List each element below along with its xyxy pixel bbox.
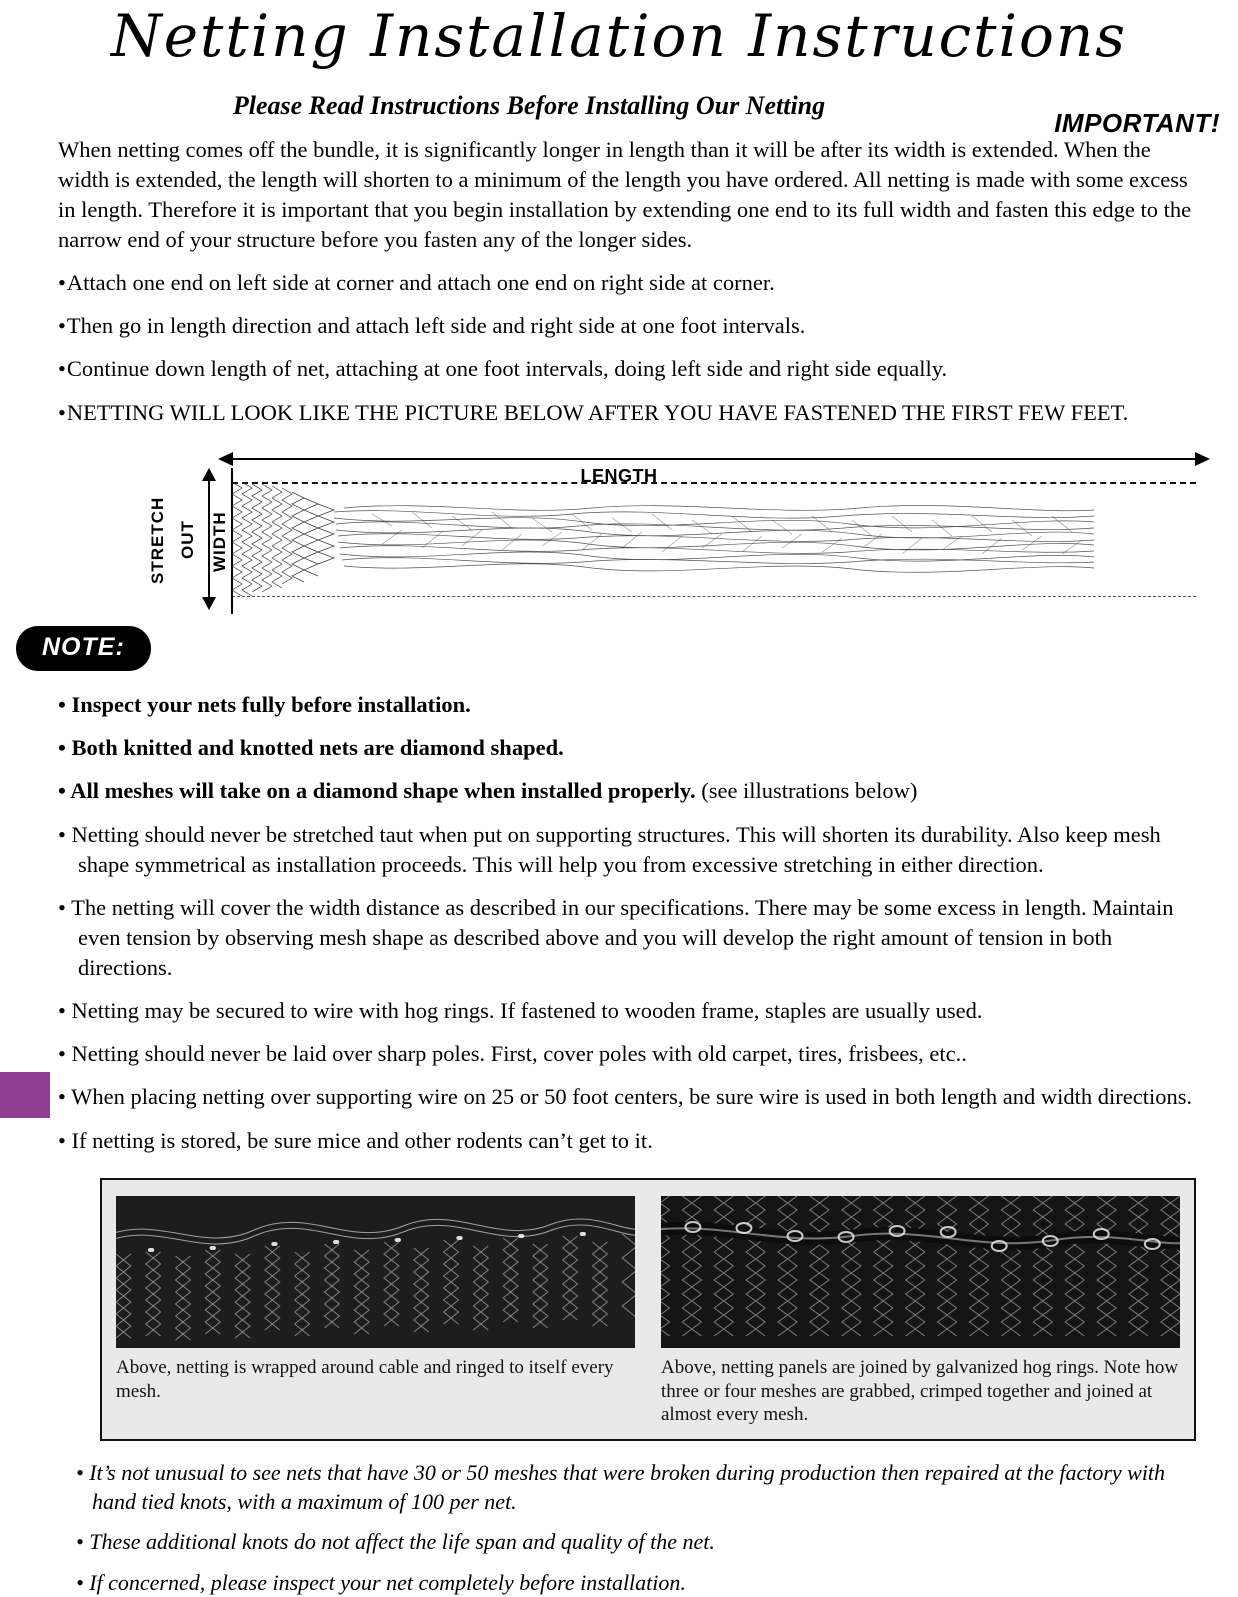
note-item-label: Netting should never be stretched taut when put on supporting structures. This will shorten its durability. Also keep mesh shape symmetrical as installation proceeds. This will help you from excessive stretching in either direction. bbox=[71, 821, 1161, 877]
step-label: Then go in length direction and attach left side and right side at one foot intervals. bbox=[66, 312, 806, 338]
illustration-left bbox=[116, 1196, 635, 1427]
note-item: • Netting may be secured to wire with hog rings. If fastened to wooden frame, staples are usually used. bbox=[58, 998, 983, 1024]
footer-note-label: These additional knots do not affect the life span and quality of the net. bbox=[89, 1529, 715, 1555]
footer-note-item: • If concerned, please inspect your net completely before installation. bbox=[76, 1569, 686, 1595]
note-item-label: Both knitted and knotted nets are diamond shaped. bbox=[71, 735, 564, 761]
footer-note-item: • These additional knots do not affect the life span and quality of the net. bbox=[76, 1529, 715, 1555]
note-item-label: Netting may be secured to wire with hog rings. If fastened to wooden frame, staples are usually used. bbox=[71, 998, 983, 1024]
page-subtitle: Please Read Instructions Before Installing Our Netting bbox=[232, 90, 826, 120]
footer-note-label: It’s not unusual to see nets that have 30 or 50 meshes that were broken during production then repaired at the factory with hand tied knots, with a maximum of 100 per net. bbox=[89, 1460, 1166, 1514]
note-item-label: The netting will cover the width distance as described in our specifications. There may be some excess in length. Maintain even tension by observing mesh shape as described above and you will develop the right amount of tension in both directions. bbox=[71, 894, 1174, 981]
note-item: • All meshes will take on a diamond shape when installed properly. (see illustrations below) bbox=[58, 778, 918, 804]
note-item: • Both knitted and knotted nets are diamond shaped. bbox=[58, 735, 564, 761]
note-item: • The netting will cover the width distance as described in our specifications. There may be some excess in length. Maintain even tension by observing mesh shape as described above and you will develop the right amount of tension in both directions. bbox=[58, 894, 1174, 981]
footer-notes bbox=[0, 1441, 1238, 1597]
photo-netting-wrapped-around-cable bbox=[116, 1196, 635, 1348]
footer-note-label: If concerned, please inspect your net completely before installation. bbox=[89, 1569, 686, 1595]
note-item: • If netting is stored, be sure mice and other rodents can’t get to it. bbox=[58, 1127, 653, 1153]
note-item: • Inspect your nets fully before installation. bbox=[58, 692, 471, 718]
page-title: Netting Installation Instructions bbox=[110, 2, 1128, 70]
note-list bbox=[0, 690, 1238, 1156]
note-item-label: Inspect your nets fully before installation. bbox=[71, 692, 471, 718]
stretch-label: STRETCH bbox=[148, 496, 167, 584]
note-item-label: All meshes will take on a diamond shape when installed properly. bbox=[70, 778, 696, 804]
bullet-dot: • bbox=[58, 399, 66, 425]
bullet-dot: • bbox=[58, 312, 66, 338]
bullet-dot: • bbox=[58, 356, 66, 382]
note-item: • Netting should never be laid over sharp poles. First, cover poles with old carpet, tires, frisbees, etc.. bbox=[58, 1041, 967, 1067]
note-item-suffix: (see illustrations below) bbox=[695, 778, 918, 804]
instructions-body bbox=[0, 135, 1238, 428]
intro-paragraph: When netting comes off the bundle, it is significantly longer in length than it will be after its width is extended. When the width is extended, the length will shorten to a minimum of the length you have ordered. All netting is made with some excess in length. Therefore it is important that you begin installation by extending one end to its full width and fasten this edge to the narrow end of your structure before you fasten any of the longer sides. bbox=[58, 136, 1192, 252]
step-item bbox=[58, 354, 1196, 384]
netting-diagram bbox=[0, 446, 1238, 616]
note-item-label: When placing netting over supporting wire on 25 or 50 foot centers, be sure wire is used in both length and width directions. bbox=[71, 1084, 1193, 1110]
purple-page-tab bbox=[0, 1072, 50, 1118]
note-badge: NOTE: bbox=[16, 626, 151, 671]
note-item: • Netting should never be stretched taut when put on supporting structures. This will shorten its durability. Also keep mesh shape symmetrical as installation proceeds. This will help you from excessive stretching in either direction. bbox=[58, 821, 1161, 877]
illustrations-panel bbox=[100, 1178, 1196, 1441]
illustration-right bbox=[661, 1196, 1180, 1427]
step-label: NETTING WILL LOOK LIKE THE PICTURE BELOW AFTER YOU HAVE FASTENED THE FIRST FEW FEET. bbox=[66, 399, 1129, 425]
note-item-label: Netting should never be laid over sharp poles. First, cover poles with old carpet, tires, frisbees, etc.. bbox=[71, 1041, 967, 1067]
step-item bbox=[58, 268, 1196, 298]
photo-netting-joined-by-hog-rings bbox=[661, 1196, 1180, 1348]
note-item-label: If netting is stored, be sure mice and other rodents can’t get to it. bbox=[71, 1127, 653, 1153]
bullet-dot: • bbox=[58, 269, 66, 295]
width-label: WIDTH bbox=[210, 511, 229, 573]
important-badge: IMPORTANT! bbox=[1054, 108, 1220, 138]
footer-note-item: • It’s not unusual to see nets that have 30 or 50 meshes that were broken during production then repaired at the factory with hand tied knots, with a maximum of 100 per net. bbox=[76, 1460, 1166, 1514]
step-item bbox=[58, 398, 1196, 428]
illustration-left-caption: Above, netting is wrapped around cable and ringed to itself every mesh. bbox=[116, 1356, 614, 1402]
illustration-right-caption: Above, netting panels are joined by galvanized hog rings. Note how three or four meshes are grabbed, crimped together and joined at almost every mesh. bbox=[661, 1356, 1179, 1426]
step-label: Attach one end on left side at corner and attach one end on right side at corner. bbox=[66, 269, 775, 295]
length-arrow bbox=[232, 458, 1196, 460]
length-label: LENGTH bbox=[569, 466, 670, 487]
out-label: OUT bbox=[178, 520, 197, 560]
diagram-bottom-dashed-line bbox=[232, 596, 1196, 597]
net-mesh-illustration bbox=[232, 482, 1096, 596]
step-item bbox=[58, 311, 1196, 341]
step-label: Continue down length of net, attaching at one foot intervals, doing left side and right side equally. bbox=[66, 356, 948, 382]
note-item: • When placing netting over supporting wire on 25 or 50 foot centers, be sure wire is used in both length and width directions. bbox=[58, 1084, 1193, 1110]
